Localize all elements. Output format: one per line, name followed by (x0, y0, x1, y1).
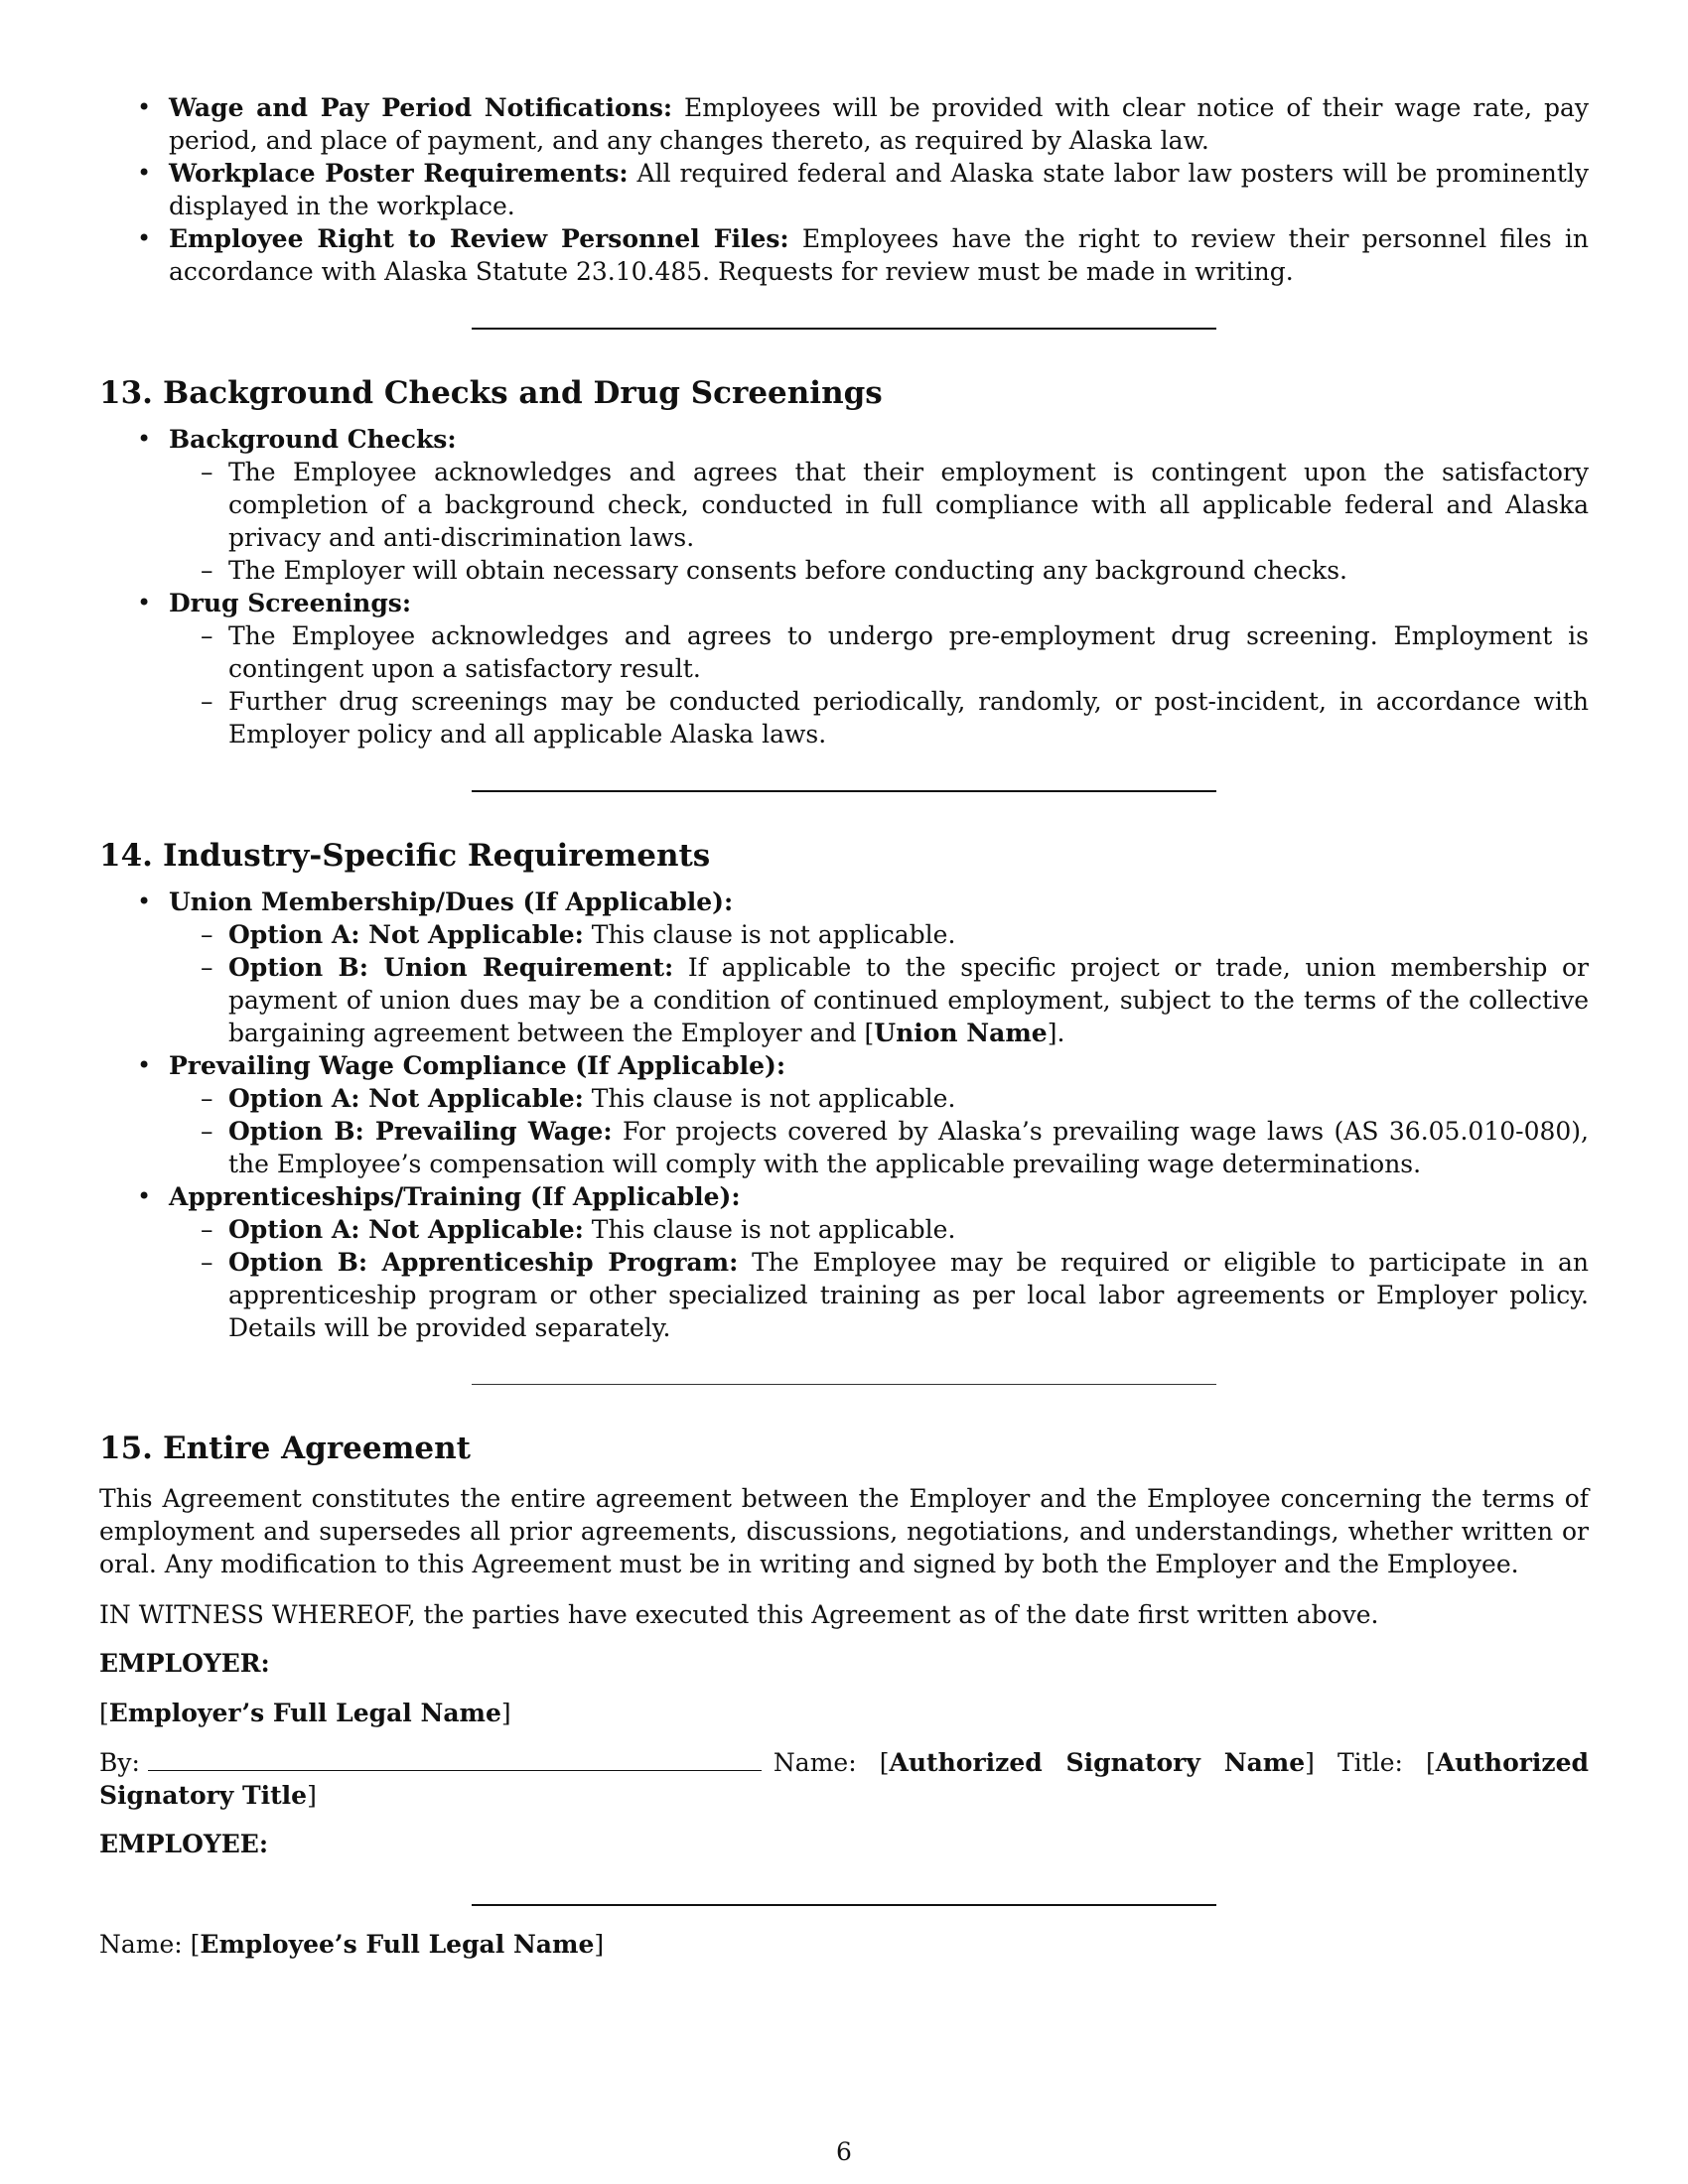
page-number: 6 (836, 2137, 852, 2166)
section-heading-14: 14. Industry-Specific Requirements (99, 838, 711, 874)
sublist (169, 619, 1589, 751)
list-item: – Further drug screenings may be conducted periodically, randomly, or post-incident, in accordance with Employer policy and all applicable Alaska laws. (169, 685, 1589, 751)
list-item: – Option A: Not Applicable: This clause is not applicable. (169, 1082, 1589, 1115)
list-item: • Union Membership/Dues (If Applicable): – Option A: Not Applicable: This clause is not applicable. – Option B: Union Requirement: If applicable to the specific project or trade, union membership or payment of union dues may be a condition of continued employment, subject to the terms of the collective bargaining agreement between the Employer and [Union Name]. (99, 886, 1589, 1049)
list-item: – Option B: Apprenticeship Program: The Employee may be required or eligible to participate in an apprenticeship program or other specialized training as per local labor agreements or Employer policy. Details will be provided separately. (169, 1246, 1589, 1344)
employee-heading: EMPLOYEE: (99, 1830, 269, 1858)
section-divider (472, 790, 1216, 792)
employer-heading: EMPLOYER: (99, 1649, 270, 1678)
list-item: – Option A: Not Applicable: This clause is not applicable. (169, 918, 1589, 951)
list-item: • Prevailing Wage Compliance (If Applicable): – Option A: Not Applicable: This clause is not applicable. – Option B: Prevailing Wage: For projects covered by Alaska’s prevailing wage laws (AS 36.05.010-080), the Employee’s compensation will comply with the applicable prevailing wage determinations. (99, 1049, 1589, 1180)
sublist (169, 1082, 1589, 1180)
employer-signature-block: By: Name: [Authorized Signatory Name] Title: [Authorized Signatory Title] (99, 1748, 1589, 1810)
employee-name-line: Name: [Employee’s Full Legal Name] (99, 1930, 605, 1959)
list-item: • Apprenticeships/Training (If Applicable): – Option A: Not Applicable: This clause is not applicable. – Option B: Apprenticeship Program: The Employee may be required or eligible to participate in an apprenticeship program or other specialized training as per local labor agreements or Employer policy. Details will be provided separately. (99, 1180, 1589, 1344)
entire-agreement-paragraph: This Agreement constitutes the entire agreement between the Employer and the Employee concerning the terms of employment and supersedes all prior agreements, discussions, negotiations, and understandings, whether written or oral. Any modification to this Agreement must be in writing and signed by both the Employer and the Employee. (99, 1484, 1589, 1578)
list-item: – Option B: Prevailing Wage: For projects covered by Alaska’s prevailing wage laws (AS 36.05.010-080), the Employee’s compensation will comply with the applicable prevailing wage determinations. (169, 1115, 1589, 1180)
sublist (169, 918, 1589, 1049)
notification-list (99, 91, 1589, 288)
list-item: • Background Checks: – The Employee acknowledges and agrees that their employment is contingent upon the satisfactory completion of a background check, conducted in full compliance with all applicable federal and Alaska privacy and anti-discrimination laws. – The Employer will obtain necessary consents before conducting any background checks. (99, 423, 1589, 587)
sublist (169, 456, 1589, 587)
section-14-list (99, 886, 1589, 1344)
list-item: • Workplace Poster Requirements: All required federal and Alaska state labor law posters will be prominently displayed in the workplace. (99, 157, 1589, 222)
section-heading-13: 13. Background Checks and Drug Screenings (99, 375, 883, 411)
list-item: • Wage and Pay Period Notifications: Employees will be provided with clear notice of their wage rate, pay period, and place of payment, and any changes thereto, as required by Alaska law. (99, 91, 1589, 157)
section-heading-15: 15. Entire Agreement (99, 1431, 471, 1466)
list-item: – The Employee acknowledges and agrees that their employment is contingent upon the satisfactory completion of a background check, conducted in full compliance with all applicable federal and Alaska privacy and anti-discrimination laws. (169, 456, 1589, 554)
list-item: • Employee Right to Review Personnel Files: Employees have the right to review their personnel files in accordance with Alaska Statute 23.10.485. Requests for review must be made in writing. (99, 222, 1589, 288)
list-item: – The Employee acknowledges and agrees to undergo pre-employment drug screening. Employment is contingent upon a satisfactory result. (169, 619, 1589, 685)
employee-signature-line[interactable] (472, 1904, 1216, 1906)
employer-name-line: [Employer’s Full Legal Name] (99, 1699, 511, 1727)
employer-signature-line[interactable] (148, 1746, 762, 1771)
list-item: • Drug Screenings: – The Employee acknowledges and agrees to undergo pre-employment drug screening. Employment is contingent upon a satisfactory result. – Further drug screenings may be conducted periodically, randomly, or post-incident, in accordance with Employer policy and all applicable Alaska laws. (99, 587, 1589, 751)
section-divider (472, 328, 1216, 330)
sublist (169, 1213, 1589, 1344)
list-item: – Option A: Not Applicable: This clause is not applicable. (169, 1213, 1589, 1246)
section-13-list (99, 423, 1589, 751)
document-page (99, 91, 1589, 1961)
list-item: – The Employer will obtain necessary consents before conducting any background checks. (169, 554, 1589, 587)
section-divider (472, 1384, 1216, 1385)
list-item: – Option B: Union Requirement: If applicable to the specific project or trade, union membership or payment of union dues may be a condition of continued employment, subject to the terms of the collective bargaining agreement between the Employer and [Union Name]. (169, 951, 1589, 1049)
witness-statement: IN WITNESS WHEREOF, the parties have executed this Agreement as of the date first written above. (99, 1600, 1379, 1629)
